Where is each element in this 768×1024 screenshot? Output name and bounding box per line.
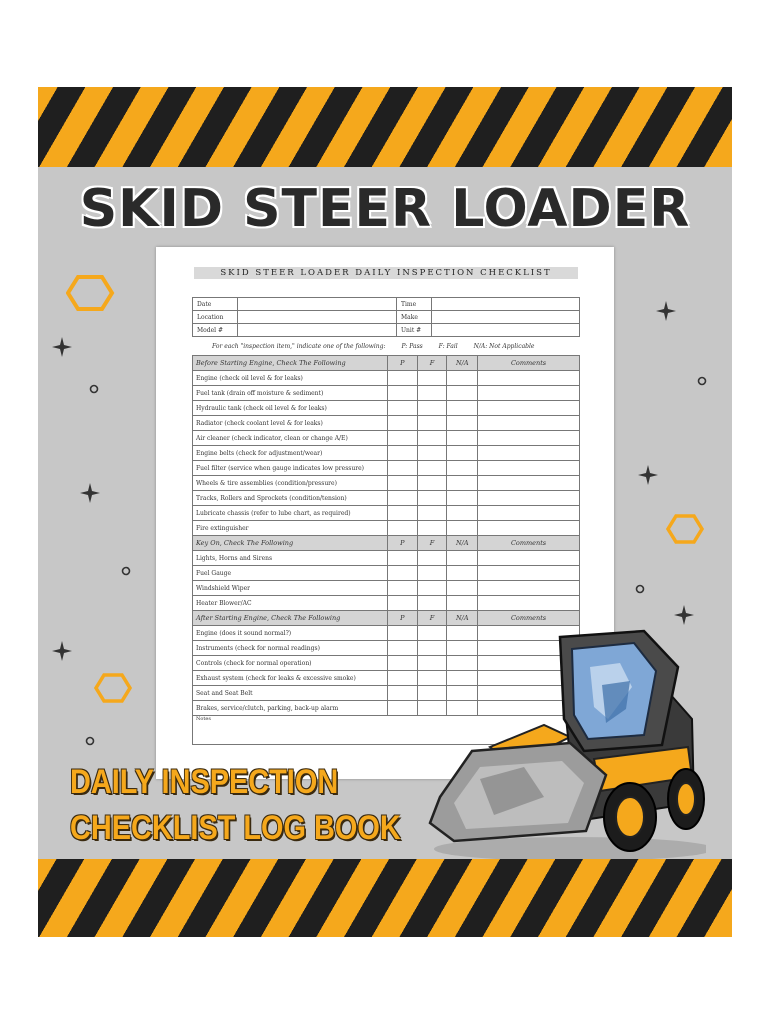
f-cell[interactable] (417, 446, 447, 461)
f-cell[interactable] (417, 581, 447, 596)
inspection-item: Fire extinguisher (193, 521, 388, 536)
p-cell[interactable] (387, 521, 417, 536)
inspection-item: Engine belts (check for adjustment/wear) (193, 446, 388, 461)
p-cell[interactable] (387, 506, 417, 521)
f-cell[interactable] (417, 386, 447, 401)
comments-cell[interactable] (478, 446, 580, 461)
column-na-header: N/A (447, 611, 478, 626)
na-cell[interactable] (447, 431, 478, 446)
checklist-row (193, 476, 580, 491)
comments-cell[interactable] (478, 596, 580, 611)
p-cell[interactable] (387, 416, 417, 431)
checklist-row (193, 566, 580, 581)
circle-dot-icon (88, 383, 100, 395)
f-cell[interactable] (417, 401, 447, 416)
legend (212, 343, 582, 350)
p-cell[interactable] (387, 371, 417, 386)
info-field[interactable] (432, 298, 580, 311)
inspection-item: Fuel Gauge (193, 566, 388, 581)
hazard-stripe-top (38, 87, 732, 167)
hexagon-icon (666, 512, 706, 546)
comments-cell[interactable] (478, 416, 580, 431)
f-cell[interactable] (417, 476, 447, 491)
na-cell[interactable] (447, 596, 478, 611)
inspection-item: Brakes, service/clutch, parking, back-up alarm (193, 701, 388, 716)
column-f-header: F (417, 536, 447, 551)
inspection-item: Lubricate chassis (refer to lube chart, as required) (193, 506, 388, 521)
p-cell[interactable] (387, 476, 417, 491)
sparkle-icon (674, 605, 694, 625)
info-label: Time (397, 298, 432, 311)
checklist-row (193, 506, 580, 521)
p-cell[interactable] (387, 461, 417, 476)
comments-cell[interactable] (478, 491, 580, 506)
f-cell[interactable] (417, 491, 447, 506)
p-cell[interactable] (387, 596, 417, 611)
inspection-item: Heater Blower/AC (193, 596, 388, 611)
comments-cell[interactable] (478, 521, 580, 536)
comments-cell[interactable] (478, 581, 580, 596)
na-cell[interactable] (447, 401, 478, 416)
na-cell[interactable] (447, 386, 478, 401)
info-row (193, 311, 580, 324)
legend-na: N/A: Not Applicable (473, 343, 535, 350)
inspection-item: Controls (check for normal operation) (193, 656, 388, 671)
p-cell[interactable] (387, 401, 417, 416)
legend-fail: F: Fail (438, 343, 458, 350)
inspection-item: Instruments (check for normal readings) (193, 641, 388, 656)
comments-cell[interactable] (478, 386, 580, 401)
column-comments-header: Comments (478, 611, 580, 626)
section-heading: After Starting Engine, Check The Following (193, 611, 388, 626)
inspection-item: Windshield Wiper (193, 581, 388, 596)
hexagon-icon (66, 273, 116, 313)
legend-intro: For each "inspection item," indicate one of the following: (212, 343, 386, 350)
p-cell[interactable] (387, 581, 417, 596)
na-cell[interactable] (447, 461, 478, 476)
f-cell[interactable] (417, 521, 447, 536)
info-field[interactable] (238, 298, 397, 311)
na-cell[interactable] (447, 506, 478, 521)
section-header-row (193, 536, 580, 551)
p-cell[interactable] (387, 431, 417, 446)
checklist-row (193, 551, 580, 566)
hazard-stripe-bottom (38, 859, 732, 937)
p-cell[interactable] (387, 551, 417, 566)
na-cell[interactable] (447, 371, 478, 386)
f-cell[interactable] (417, 551, 447, 566)
inspection-item: Fuel tank (drain off moisture & sediment) (193, 386, 388, 401)
comments-cell[interactable] (478, 401, 580, 416)
comments-cell[interactable] (478, 566, 580, 581)
section-header-row (193, 611, 580, 626)
info-label: Model # (193, 324, 238, 337)
checklist-row (193, 416, 580, 431)
section-heading: Key On, Check The Following (193, 536, 388, 551)
checklist-row (193, 461, 580, 476)
na-cell[interactable] (447, 551, 478, 566)
info-field[interactable] (238, 311, 397, 324)
comments-cell[interactable] (478, 431, 580, 446)
checklist-row (193, 521, 580, 536)
column-p-header: P (387, 536, 417, 551)
checklist-row (193, 446, 580, 461)
p-cell[interactable] (387, 566, 417, 581)
p-cell[interactable] (387, 446, 417, 461)
info-field[interactable] (238, 324, 397, 337)
na-cell[interactable] (447, 566, 478, 581)
info-row (193, 324, 580, 337)
comments-cell[interactable] (478, 371, 580, 386)
section-heading: Before Starting Engine, Check The Following (193, 356, 388, 371)
na-cell[interactable] (447, 476, 478, 491)
inspection-item: Tracks, Rollers and Sprockets (condition/tension) (193, 491, 388, 506)
info-label: Location (193, 311, 238, 324)
f-cell[interactable] (417, 566, 447, 581)
column-comments-header: Comments (478, 356, 580, 371)
circle-dot-icon (120, 565, 132, 577)
column-na-header: N/A (447, 536, 478, 551)
sheet-title: SKID STEER LOADER DAILY INSPECTION CHECKLIST (194, 267, 578, 279)
checklist-row (193, 386, 580, 401)
column-f-header: F (417, 611, 447, 626)
inspection-item: Hydraulic tank (check oil level & for leaks) (193, 401, 388, 416)
sparkle-icon (638, 465, 658, 485)
column-p-header: P (387, 611, 417, 626)
checklist-row (193, 596, 580, 611)
inspection-item: Exhaust system (check for leaks & excessive smoke) (193, 671, 388, 686)
legend-pass: P: Pass (401, 343, 423, 350)
inspection-item: Engine (check oil level & for leaks) (193, 371, 388, 386)
column-p-header: P (387, 356, 417, 371)
subtitle-line-2: CHECKLIST LOG BOOK (70, 809, 401, 847)
inspection-item: Air cleaner (check indicator, clean or change A/E) (193, 431, 388, 446)
na-cell[interactable] (447, 446, 478, 461)
na-cell[interactable] (447, 491, 478, 506)
column-comments-header: Comments (478, 536, 580, 551)
info-table (192, 297, 580, 337)
inspection-item: Radiator (check coolant level & for leaks) (193, 416, 388, 431)
f-cell[interactable] (417, 416, 447, 431)
hexagon-icon (94, 671, 134, 705)
checklist-row (193, 491, 580, 506)
circle-dot-icon (84, 735, 96, 747)
f-cell[interactable] (417, 371, 447, 386)
sparkle-icon (80, 483, 100, 503)
column-f-header: F (417, 356, 447, 371)
p-cell[interactable] (387, 386, 417, 401)
circle-dot-icon (634, 583, 646, 595)
subtitle-line-1: DAILY INSPECTION (70, 763, 339, 801)
cover-title: SKID STEER LOADER (79, 179, 691, 239)
sparkle-icon (52, 337, 72, 357)
info-row (193, 298, 580, 311)
sparkle-icon (656, 301, 676, 321)
na-cell[interactable] (447, 416, 478, 431)
book-cover (38, 87, 732, 937)
column-na-header: N/A (447, 356, 478, 371)
f-cell[interactable] (417, 596, 447, 611)
info-label: Date (193, 298, 238, 311)
f-cell[interactable] (417, 506, 447, 521)
inspection-item: Seat and Seat Belt (193, 686, 388, 701)
section-header-row (193, 356, 580, 371)
circle-dot-icon (696, 375, 708, 387)
f-cell[interactable] (417, 431, 447, 446)
info-field[interactable] (432, 324, 580, 337)
inspection-item: Lights, Horns and Sirens (193, 551, 388, 566)
f-cell[interactable] (417, 461, 447, 476)
comments-cell[interactable] (478, 476, 580, 491)
sparkle-icon (52, 641, 72, 661)
checklist-row (193, 371, 580, 386)
info-label: Unit # (397, 324, 432, 337)
skid-steer-loader-illustration (394, 627, 706, 867)
inspection-item: Engine (does it sound normal?) (193, 626, 388, 641)
notes-field[interactable]: Notes (193, 716, 580, 745)
inspection-item: Wheels & tire assemblies (condition/pressure) (193, 476, 388, 491)
p-cell[interactable] (387, 491, 417, 506)
info-field[interactable] (432, 311, 580, 324)
checklist-row (193, 401, 580, 416)
na-cell[interactable] (447, 521, 478, 536)
inspection-item: Fuel filter (service when gauge indicates low pressure) (193, 461, 388, 476)
comments-cell[interactable] (478, 461, 580, 476)
comments-cell[interactable] (478, 551, 580, 566)
comments-cell[interactable] (478, 506, 580, 521)
checklist-row (193, 431, 580, 446)
na-cell[interactable] (447, 581, 478, 596)
checklist-row (193, 581, 580, 596)
info-label: Make (397, 311, 432, 324)
